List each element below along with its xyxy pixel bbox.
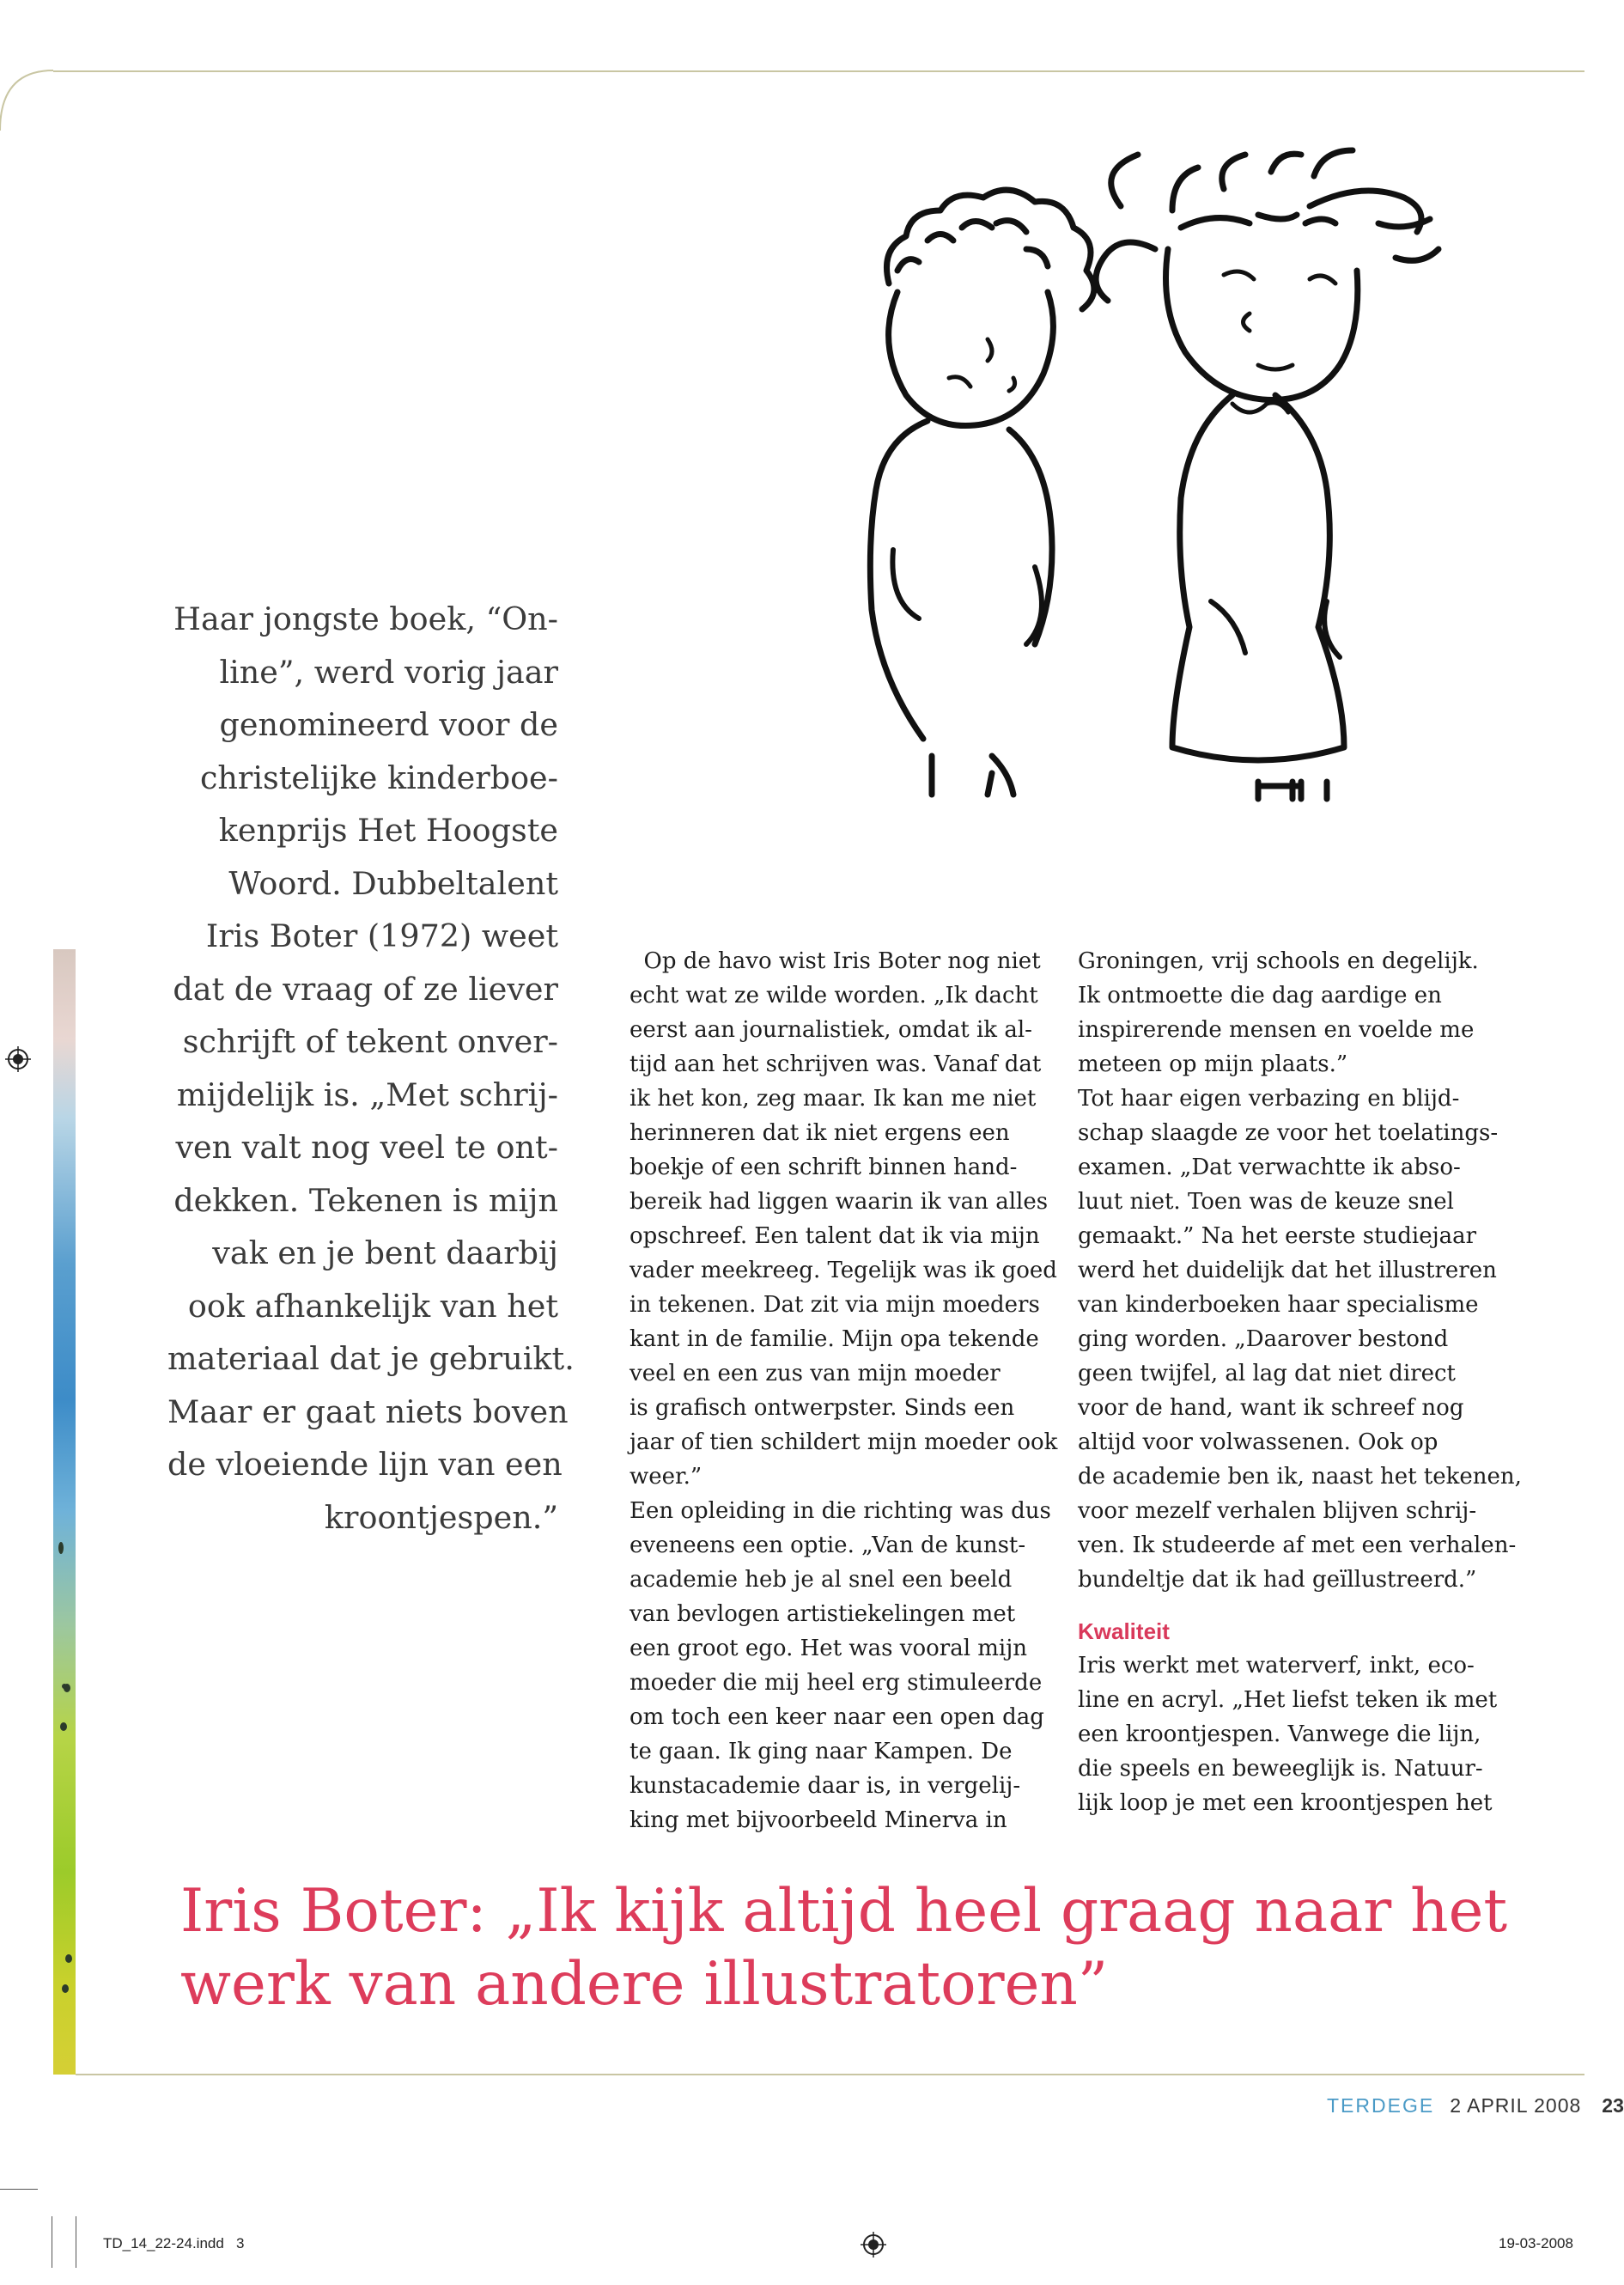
body-line: voor mezelf verhalen blijven schrij- [1078, 1498, 1477, 1524]
pull-quote-line: ven valt nog veel te ont- [175, 1129, 558, 1166]
title-line-2: werk van andere illustratoren” [180, 1950, 1109, 2019]
body-line: meteen op mijn plaats.” [1078, 1051, 1348, 1077]
pull-quote-line: christelijke kinderboe- [199, 759, 558, 796]
body-line: die speels en beweeglijk is. Natuur- [1078, 1756, 1483, 1782]
body-line: kant in de familie. Mijn opa tekende [630, 1326, 1039, 1352]
painted-edge-strip [53, 949, 76, 2075]
body-line: in tekenen. Dat zit via mijn moeders [630, 1292, 1040, 1318]
frame-corner [0, 70, 53, 131]
body-line: king met bijvoorbeeld Minerva in [630, 1807, 1007, 1833]
body-line: moeder die mij heel erg stimuleerde [630, 1670, 1043, 1696]
children-illustration [777, 120, 1533, 799]
body-line: om toch een keer naar een open dag [630, 1704, 1044, 1730]
pull-quote-line: dekken. Tekenen is mijn [173, 1181, 558, 1219]
pull-quote-line: vak en je bent daarbij [212, 1234, 558, 1271]
body-line: lijk loop je met een kroontjespen het [1078, 1790, 1493, 1816]
body-line: jaar of tien schildert mijn moeder ook [630, 1429, 1058, 1455]
pull-quote-line: kroontjespen.” [324, 1498, 558, 1536]
body-line: veel en een zus van mijn moeder [630, 1361, 1001, 1386]
body-line: van bevlogen artistiekelingen met [630, 1601, 1016, 1627]
top-frame-line [53, 70, 1584, 72]
body-line: Iris werkt met waterverf, inkt, eco- [1078, 1653, 1475, 1679]
body-line: is grafisch ontwerpster. Sinds een [630, 1395, 1015, 1421]
pull-quote-line: kenprijs Het Hoogste [218, 812, 558, 849]
body-line: echt wat ze wilde worden. „Ik dacht [630, 983, 1038, 1008]
bottom-frame-line [76, 2074, 1584, 2075]
pull-quote-line: mijdelijk is. „Met schrij- [176, 1075, 558, 1113]
body-line: line en acryl. „Het liefst teken ik met [1078, 1687, 1498, 1713]
print-slug-date: 19-03-2008 [1499, 2235, 1573, 2251]
body-line: inspirerende mensen en voelde me [1078, 1017, 1475, 1043]
body-line: bereik had liggen waarin ik van alles [630, 1189, 1049, 1215]
body-line: examen. „Dat verwachtte ik abso- [1078, 1155, 1461, 1180]
body-line: boekje of een schrift binnen hand- [630, 1155, 1018, 1180]
body-line: tijd aan het schrijven was. Vanaf dat [630, 1051, 1042, 1077]
body-line: een groot ego. Het was vooral mijn [630, 1636, 1028, 1661]
body-line: Ik ontmoette die dag aardige en [1078, 983, 1442, 1008]
body-line: Groningen, vrij schools en degelijk. [1078, 948, 1479, 974]
body-line: van kinderboeken haar specialisme [1078, 1292, 1479, 1318]
body-line: schap slaagde ze voor het toelatings- [1078, 1120, 1499, 1146]
body-line: ging worden. „Daarover bestond [1078, 1326, 1449, 1352]
body-line: eerst aan journalistiek, omdat ik al- [630, 1017, 1032, 1043]
magazine-name: TERDEGE [1327, 2094, 1435, 2117]
pull-quote [167, 593, 575, 1544]
body-line: kunstacademie daar is, in vergelij- [630, 1773, 1021, 1799]
title-line-1: Iris Boter: „Ik kijk altijd heel graag naar het [180, 1877, 1508, 1946]
registration-mark-icon [861, 2232, 886, 2258]
body-column-1 [630, 944, 1058, 1837]
body-line: bundeltje dat ik had geïllustreerd.” [1078, 1567, 1477, 1593]
crop-mark [0, 2189, 38, 2190]
pull-quote-line: Iris Boter (1972) weet [205, 917, 558, 954]
body-line: de academie ben ik, naast het tekenen, [1078, 1464, 1522, 1490]
article-title [180, 1875, 1507, 2021]
registration-mark-icon [5, 1046, 31, 1072]
pull-quote-line: Woord. Dubbeltalent [228, 864, 558, 902]
body-line: te gaan. Ik ging naar Kampen. De [630, 1739, 1013, 1764]
body-line: opschreef. Een talent dat ik via mijn [630, 1223, 1040, 1249]
body-line: een kroontjespen. Vanwege die lijn, [1078, 1721, 1481, 1747]
page-footer [1327, 2094, 1624, 2117]
pull-quote-line: Haar jongste boek, “On- [173, 600, 558, 637]
body-line: gemaakt.” Na het eerste studiejaar [1078, 1223, 1477, 1249]
pull-quote-line: de vloeiende lijn van een [167, 1446, 563, 1483]
body-line: Een opleiding in die richting was dus [630, 1498, 1051, 1524]
body-line: Tot haar eigen verbazing en blijd- [1078, 1086, 1460, 1112]
pull-quote-line: Maar er gaat niets boven [167, 1392, 569, 1430]
pull-quote-line: schrijft of tekent onver- [182, 1023, 558, 1060]
body-line: geen twijfel, al lag dat niet direct [1078, 1361, 1456, 1386]
pull-quote-line: materiaal dat je gebruikt. [167, 1340, 575, 1377]
body-line: voor de hand, want ik schreef nog [1078, 1395, 1464, 1421]
body-line: herinneren dat ik niet ergens een [630, 1120, 1010, 1146]
body-line: academie heb je al snel een beeld [630, 1567, 1013, 1593]
pull-quote-line: ook afhankelijk van het [187, 1287, 558, 1325]
print-slug-file: TD_14_22-24.indd 3 [103, 2235, 245, 2251]
body-line: vader meekreeg. Tegelijk was ik goed [630, 1258, 1057, 1283]
body-line: Op de havo wist Iris Boter nog niet [630, 948, 1041, 974]
pull-quote-line: dat de vraag of ze liever [173, 970, 558, 1008]
body-line: luut niet. Toen was de keuze snel [1078, 1189, 1455, 1215]
body-line: ik het kon, zeg maar. Ik kan me niet [630, 1086, 1037, 1112]
body-column-2 [1078, 944, 1522, 1820]
body-line: werd het duidelijk dat het illustreren [1078, 1258, 1497, 1283]
pull-quote-line: genomineerd voor de [219, 706, 558, 743]
page-number: 23 [1602, 2094, 1624, 2117]
issue-date: 2 APRIL 2008 [1450, 2094, 1582, 2117]
body-line: ven. Ik studeerde af met een verhalen- [1078, 1532, 1517, 1558]
pull-quote-line: line”, werd vorig jaar [219, 653, 558, 691]
body-line: weer.” [630, 1464, 703, 1490]
body-line: eveneens een optie. „Van de kunst- [630, 1532, 1026, 1558]
section-subheading: Kwaliteit [1078, 1618, 1170, 1644]
body-line: altijd voor volwassenen. Ook op [1078, 1429, 1438, 1455]
